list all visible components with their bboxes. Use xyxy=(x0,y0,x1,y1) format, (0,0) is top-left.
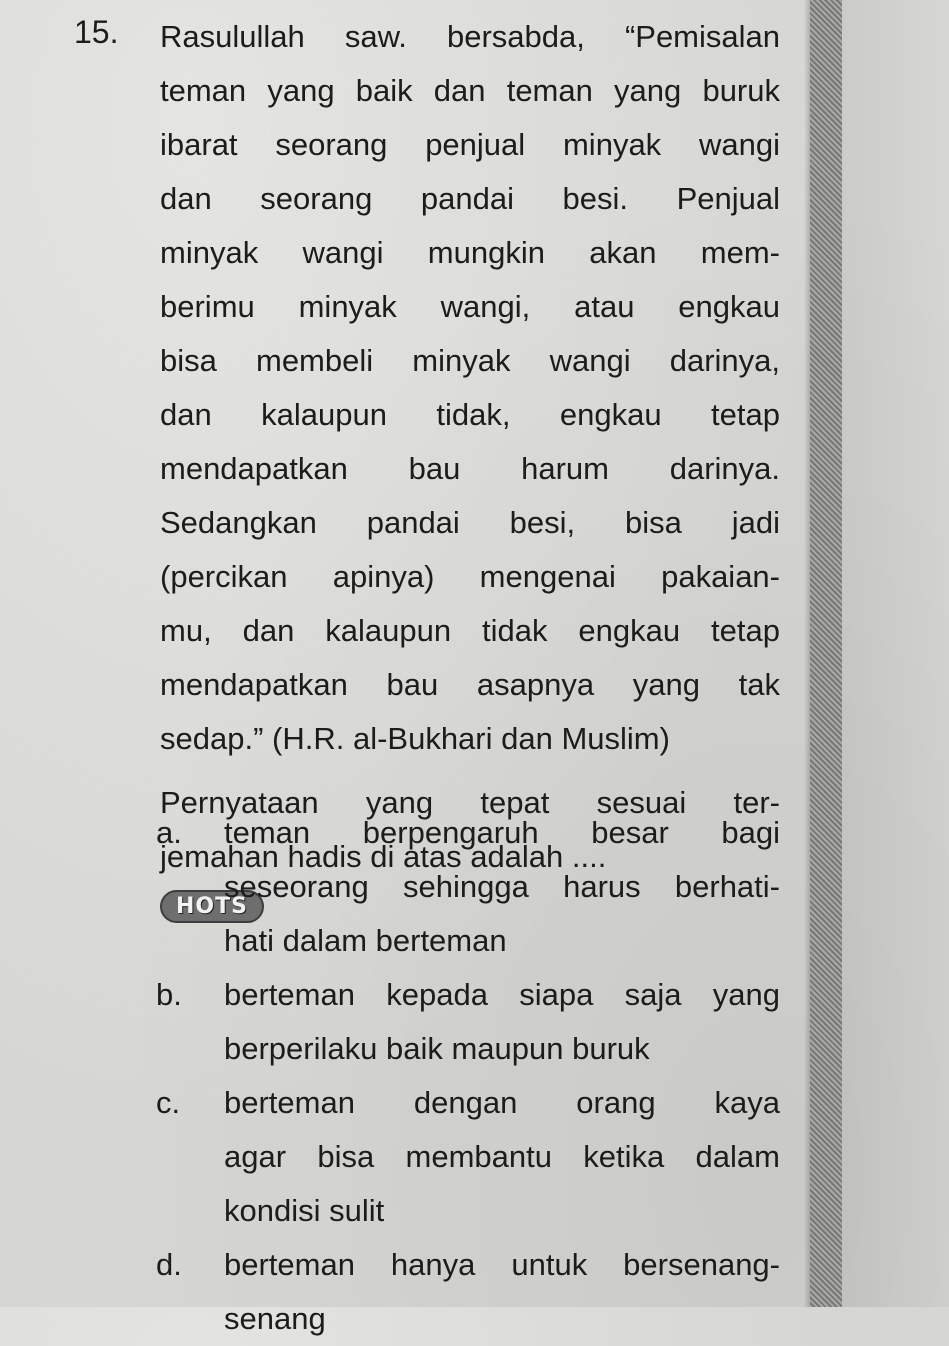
option-b[interactable] xyxy=(152,968,780,1076)
answer-options xyxy=(152,806,780,1346)
option-letter: b. xyxy=(156,977,182,1012)
question-line: mendapatkan bau asapnya yang tak xyxy=(160,667,780,702)
option-letter: c. xyxy=(156,1085,181,1120)
question-line: berimu minyak wangi, atau engkau xyxy=(160,289,780,324)
question-line: bisa membeli minyak wangi darinya, xyxy=(160,343,780,378)
option-line: senang xyxy=(224,1301,326,1336)
question-line: mu, dan kalaupun tidak engkau tetap xyxy=(160,613,780,648)
option-line: berteman dengan orang kaya xyxy=(224,1085,780,1120)
decorative-side-bar xyxy=(810,0,842,1307)
question-number: 15. xyxy=(74,14,119,50)
option-d[interactable] xyxy=(152,1238,780,1346)
option-letter: a. xyxy=(156,815,182,850)
question-line: teman yang baik dan teman yang buruk xyxy=(160,73,780,108)
question-line: mendapatkan bau harum darinya. xyxy=(160,451,780,486)
question-line: sedap.” (H.R. al-Bukhari dan Muslim) xyxy=(160,721,670,756)
option-c[interactable] xyxy=(152,1076,780,1238)
hots-badge: HOTS xyxy=(160,890,264,923)
option-line: kondisi sulit xyxy=(224,1193,385,1228)
question-prompt-line: jemahan hadis di atas adalah .... xyxy=(160,839,607,874)
question-line: minyak wangi mungkin akan mem- xyxy=(160,235,780,270)
question-line: (percikan apinya) mengenai pakaian- xyxy=(160,559,780,594)
option-line: seseorang sehingga harus berhati- xyxy=(224,869,780,904)
option-line: berteman hanya untuk bersenang- xyxy=(224,1247,780,1282)
option-line: berteman kepada siapa saja yang xyxy=(224,977,780,1012)
question-line: dan seorang pandai besi. Penjual xyxy=(160,181,780,216)
question-line: Sedangkan pandai besi, bisa jadi xyxy=(160,505,780,540)
question-text xyxy=(160,10,780,934)
option-letter: d. xyxy=(156,1247,182,1282)
option-line: hati dalam berteman xyxy=(224,923,507,958)
question-line: ibarat seorang penjual minyak wangi xyxy=(160,127,780,162)
question-prompt-line: Pernyataan yang tepat sesuai ter- xyxy=(160,785,780,820)
option-line: agar bisa membantu ketika dalam xyxy=(224,1139,780,1174)
page-right-margin xyxy=(842,0,949,1307)
option-line: teman berpengaruh besar bagi xyxy=(224,815,780,850)
option-line: berperilaku baik maupun buruk xyxy=(224,1031,650,1066)
option-a[interactable] xyxy=(152,806,780,968)
question-line: Rasulullah saw. bersabda, “Pemisalan xyxy=(160,19,780,54)
question-line: dan kalaupun tidak, engkau tetap xyxy=(160,397,780,432)
